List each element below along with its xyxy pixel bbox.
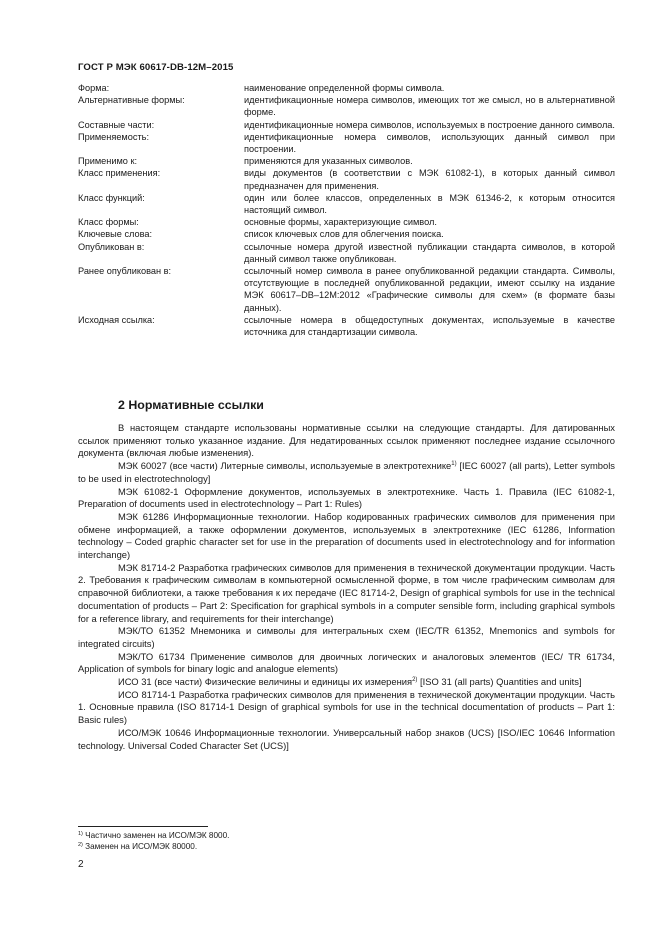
definition-text: ссылочный номер символа в ранее опубликованной редакции стандарта. Символы, отсутствующие в последней опубликованной редакции, имеют ссылку на издание МЭК 60617–DB–12M:2012 «Графические символы для схем» (в формате базы данных). <box>244 266 615 313</box>
footnote <box>78 842 229 853</box>
definition-text: идентификационные номера символов, используемых в построение данного символа. <box>244 119 615 130</box>
definitions-list <box>78 82 615 338</box>
definition-term: Форма: <box>78 83 110 93</box>
definition-term: Исходная ссылка: <box>78 314 155 325</box>
definition-term: Ключевые слова: <box>78 229 153 240</box>
definition-text: идентификационные номера символов, имеющих тот же смысл, но в альтернативной форме. <box>244 95 615 118</box>
section-title: 2 Нормативные ссылки <box>118 398 264 412</box>
definition-text: наименование определенной формы символа. <box>244 83 445 93</box>
definition-text: виды документов (в соответствии с МЭК 61082-1), в которых данный символ предназначен для применения. <box>244 168 615 191</box>
definition-term: Опубликован в: <box>78 241 145 252</box>
reference-item: МЭК 61082-1 Оформление документов, используемых в электротехнике. Часть 1. Правила (IEC 61082-1, Preparation of documents used in electrotechnology – Part 1: Rules) <box>78 485 615 510</box>
definition-term: Альтернативные формы: <box>78 95 185 106</box>
reference-item: ИСО/МЭК 10646 Информационные технологии. Универсальный набор знаков (UCS) [ISO/IEC 10646 Information technology. Universal Coded Character Set (UCS)] <box>78 726 615 751</box>
definition-term: Класс функций: <box>78 192 145 203</box>
definition-term: Применяемость: <box>78 131 149 142</box>
footnote <box>78 831 229 842</box>
footnote-text: Заменен на ИСО/МЭК 80000. <box>82 841 198 851</box>
definition-term: Применимо к: <box>78 156 138 167</box>
footnote-mark: 1) <box>451 461 457 468</box>
definition-row <box>78 119 615 131</box>
page-number: 2 <box>78 859 84 870</box>
definition-row <box>78 155 615 167</box>
definition-text: список ключевых слов для облегчения поиска. <box>244 229 444 240</box>
reference-item: МЭК 81714-2 Разработка графических символов для применения в технической документации продукции. Часть 2. Требования к графическим символам в компьютерной осмысленной форме, в том числе графическим символам для справочной библиотеки, а также требования к их передаче (IEC 81714-2, Design of graphical symbols for use in the technical documentation of products – Part 2: Specification for graphical symbols in a computer sensible form, including graphical symbols for a reference library, and requirements for their interchange) <box>78 561 615 624</box>
footnote-mark: 1) <box>78 831 83 837</box>
definition-row <box>78 94 615 118</box>
definition-term: Ранее опубликован в: <box>78 266 172 277</box>
footnote-text: Частично заменен на ИСО/МЭК 8000. <box>82 831 230 840</box>
definition-row <box>78 167 615 191</box>
reference-item <box>78 460 615 485</box>
references-body <box>78 422 615 752</box>
definition-row <box>78 131 615 155</box>
reference-text: [ISO 31 (all parts) Quantities and units] <box>417 676 582 688</box>
footnote-mark: 2) <box>78 841 83 848</box>
definition-text: ссылочные номера другой известной публикации стандарта символов, в которой данный символ также опубликован. <box>244 241 615 264</box>
footnotes <box>78 831 229 852</box>
definition-row <box>78 228 615 240</box>
definition-term: Составные части: <box>78 119 155 130</box>
definition-text: идентификационные номера символов, использующих данный символ при построении. <box>244 131 615 155</box>
definition-row <box>78 192 615 216</box>
reference-item <box>78 676 615 689</box>
reference-text: [IEC 60027 (all parts), Letter symbols to be used in electrotechnology] <box>78 460 615 484</box>
definition-row <box>78 82 615 94</box>
footnote-mark: 2) <box>412 677 418 684</box>
definition-row <box>78 265 615 314</box>
definition-row <box>78 241 615 265</box>
reference-item: МЭК/ТО 61734 Применение символов для двоичных логических и аналоговых элементов (IEC/ TR 61734, Application of symbols for binary logic and analogue elements) <box>78 650 615 675</box>
definition-term: Класс применения: <box>78 168 161 179</box>
reference-text: ИСО 31 (все части) Физические величины и единицы их измерения <box>118 676 413 688</box>
definition-row <box>78 314 615 338</box>
reference-item: МЭК/ТО 61352 Мнемоника и символы для интегральных схем (IEC/TR 61352, Mnemonics and symbols for integrated circuits) <box>78 625 615 649</box>
footnote-divider <box>78 826 208 827</box>
definition-row <box>78 216 615 228</box>
document-header: ГОСТ Р МЭК 60617-DB-12M–2015 <box>78 62 234 73</box>
definition-text: основные формы, характеризующие символ. <box>244 217 437 228</box>
definition-text: применяются для указанных символов. <box>244 156 413 167</box>
definition-text: ссылочные номера в общедоступных документах, используемые в качестве источника для стандартизации символа. <box>244 314 615 338</box>
reference-item: МЭК 61286 Информационные технологии. Набор кодированных графических символов для применения при обмене информацией, а также оформлении документов, используемых в электротехнике (IEC 61286, Information technology – Coded graphic character set for use in the preparation of documents used in electrotechnology and for information interchange) <box>78 510 615 561</box>
definition-text: один или более классов, определенных в МЭК 61346-2, к которым относится настоящий символ. <box>244 192 615 216</box>
reference-text: МЭК 60027 (все части) Литерные символы, используемые в электротехнике <box>118 460 452 472</box>
references-intro: В настоящем стандарте использованы нормативные ссылки на следующие стандарты. Для датированных ссылок применяют только указанное издание. Для недатированных ссылок применяют последнее издание ссылочного документа (включая любые изменения). <box>78 422 615 459</box>
definition-term: Класс формы: <box>78 217 139 228</box>
reference-item: ИСО 81714-1 Разработка графических символов для применения в технической документации продукции. Часть 1. Основные правила (ISO 81714-1 Design of graphical symbols for use in the technical documentation of products – Part 1: Basic rules) <box>78 688 615 726</box>
